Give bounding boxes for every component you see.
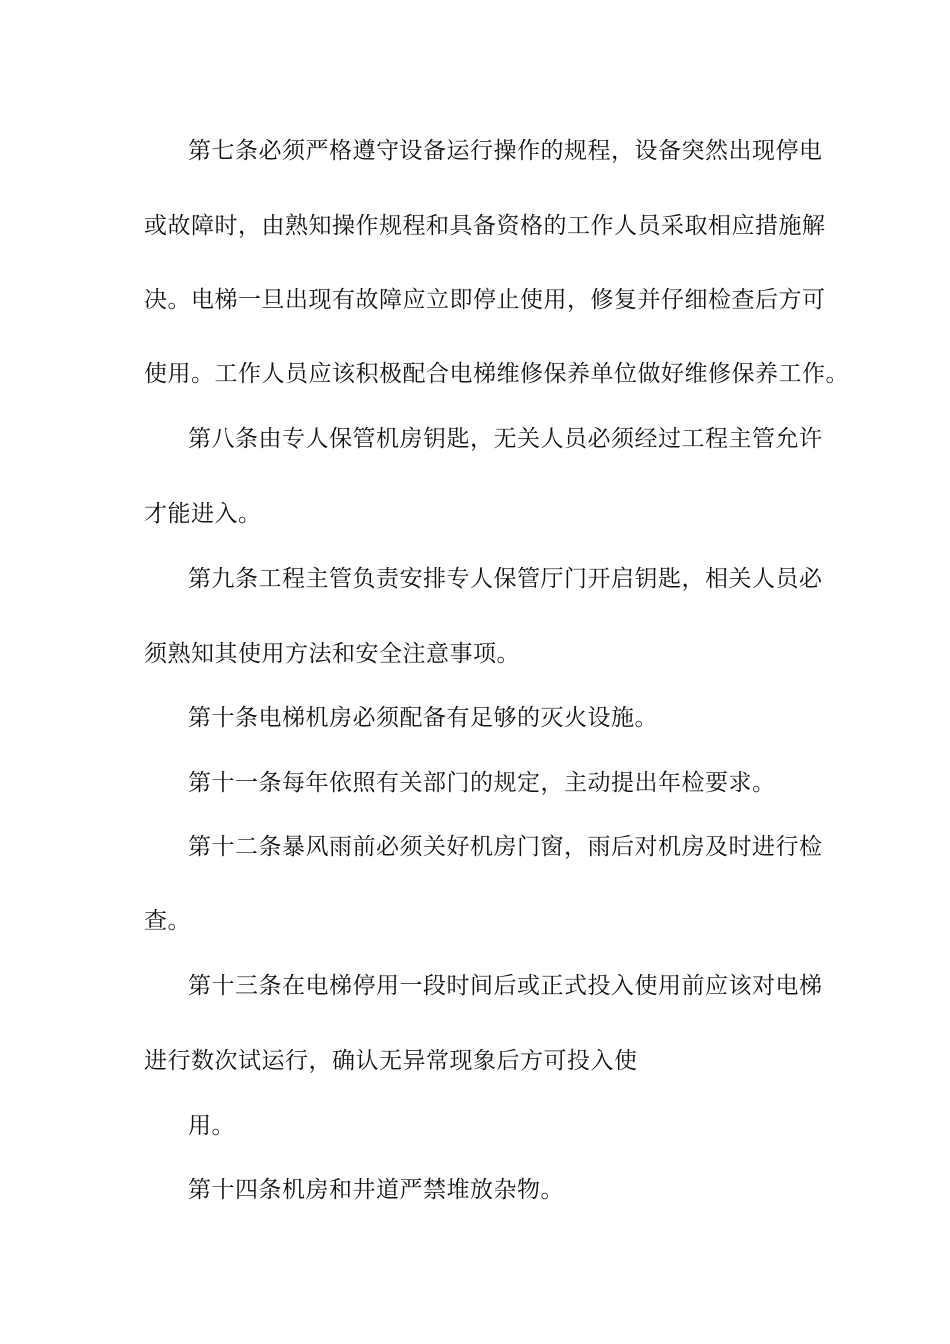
article-13-line-1: 第十三条在电梯停用一段时间后或正式投入使用前应该对电梯 [188, 973, 823, 999]
article-11-line-1: 第十一条每年依照有关部门的规定，主动提出年检要求。 [188, 770, 776, 796]
article-12-line-1: 第十二条暴风雨前必须关好机房门窗，雨后对机房及时进行检 [188, 834, 823, 860]
article-8-line-1: 第八条由专人保管机房钥匙，无关人员必须经过工程主管允许 [188, 426, 823, 452]
article-9-line-1: 第九条工程主管负责安排专人保管厅门开启钥匙，相关人员必 [188, 566, 823, 592]
article-8-line-2: 才能进入。 [144, 501, 262, 527]
article-9-line-2: 须熟知其使用方法和安全注意事项。 [144, 641, 520, 667]
article-14-line-1: 第十四条机房和井道严禁堆放杂物。 [188, 1177, 564, 1203]
article-7-line-1: 第七条必须严格遵守设备运行操作的规程，设备突然出现停电 [188, 138, 823, 164]
article-12-line-2: 查。 [144, 908, 191, 934]
article-7-line-2: 或故障时，由熟知操作规程和具备资格的工作人员采取相应措施解 [144, 213, 826, 239]
article-13-line-3: 用。 [188, 1113, 235, 1139]
article-7-line-3: 决。电梯一旦出现有故障应立即停止使用，修复并仔细检查后方可 [144, 287, 826, 313]
article-13-line-2: 进行数次试运行，确认无异常现象后方可投入使 [144, 1048, 638, 1074]
article-7-line-4: 使用。工作人员应该积极配合电梯维修保养单位做好维修保养工作。 [144, 361, 849, 387]
article-10-line-1: 第十条电梯机房必须配备有足够的灭火设施。 [188, 705, 658, 731]
